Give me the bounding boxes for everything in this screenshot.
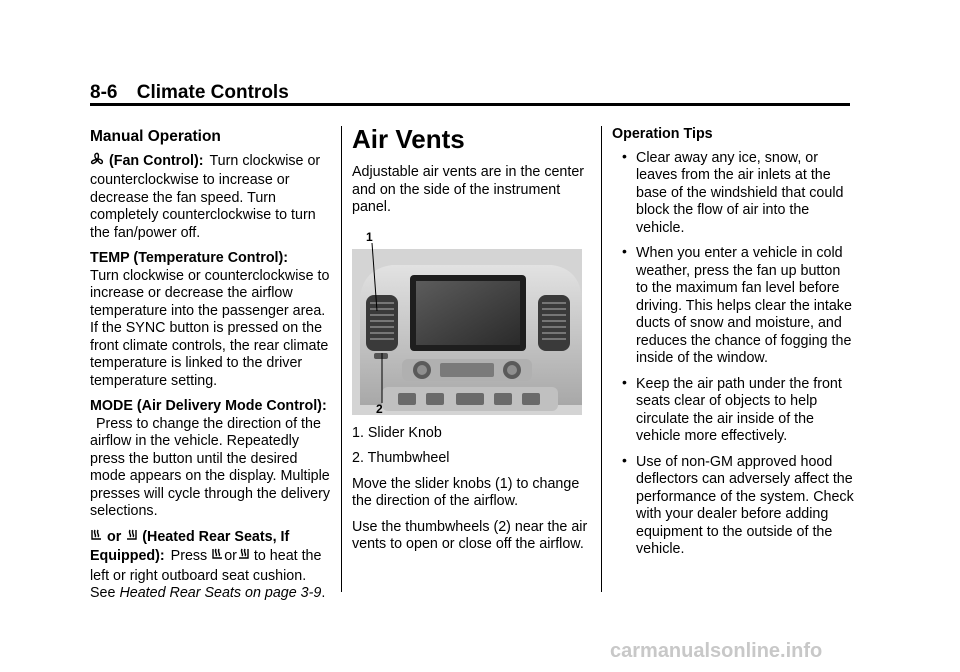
tips-list bbox=[612, 147, 854, 559]
heated-seats-label: (Heated Rear Seats, If Equipped): bbox=[90, 528, 290, 564]
bullet-icon: • bbox=[622, 373, 627, 390]
list-item bbox=[612, 147, 854, 238]
heated-seat-right-icon bbox=[125, 529, 138, 549]
fan-control-paragraph bbox=[90, 152, 330, 243]
heated-seat-right-icon bbox=[237, 548, 250, 568]
column-air-vents bbox=[352, 126, 594, 562]
list-item bbox=[612, 451, 854, 559]
bullet-icon: • bbox=[622, 451, 627, 468]
fan-icon bbox=[90, 152, 105, 173]
manual-operation-heading: Manual Operation bbox=[90, 128, 221, 145]
heated-seats-link[interactable]: Heated Rear Seats on page 3-9 bbox=[119, 585, 322, 601]
heated-seat-left-icon bbox=[90, 529, 103, 549]
slider-knob-paragraph: Move the slider knobs (1) to change the direction of the airflow. bbox=[352, 475, 580, 509]
mode-control-paragraph bbox=[90, 398, 330, 521]
tip-text: When you enter a vehicle in cold weather, press the fan up button to the maximum fan level before driving. This helps clear the intake ducts of snow and moisture, and reduces the chance of fogging the inside of the window. bbox=[636, 245, 852, 366]
column-operation-tips bbox=[612, 126, 854, 567]
legend-item: 1. Slider Knob bbox=[352, 424, 442, 441]
bullet-icon: • bbox=[622, 243, 627, 259]
heated-seat-left-icon bbox=[211, 548, 224, 568]
fan-control-label: (Fan Control): bbox=[108, 152, 204, 169]
page-number: 8-6 bbox=[90, 82, 118, 103]
watermark: carmanualsonline.info bbox=[610, 640, 823, 662]
callout-1-label: 1 bbox=[366, 229, 373, 244]
section-title: Climate Controls bbox=[136, 82, 289, 103]
seats-or-text: or bbox=[106, 528, 122, 545]
page-header bbox=[90, 82, 289, 104]
fan-control-text: Turn clockwise or counterclockwise to increase or decrease the fan speed. Turn completely counterclockwise to turn the fan/power off. bbox=[90, 152, 321, 241]
heated-seats-text: to heat the left or right outboard seat cushion. See bbox=[90, 548, 322, 601]
list-item bbox=[612, 373, 854, 446]
column-divider bbox=[341, 126, 342, 592]
seats-period: . bbox=[321, 585, 326, 601]
thumbwheel-paragraph: Use the thumbwheels (2) near the air vents to open or close off the airflow. bbox=[352, 518, 588, 552]
bullet-icon: • bbox=[622, 147, 627, 164]
legend-item: 2. Thumbwheel bbox=[352, 450, 450, 466]
mode-control-label: MODE (Air Delivery Mode Control): bbox=[90, 398, 327, 414]
temp-control-text: Turn clockwise or counterclockwise to increase or decrease the airflow temperature into the passenger area. If the SYNC button is pressed on the front climate controls, the rear climate temperature is linked to the driver temperature setting. bbox=[90, 267, 330, 389]
tip-text: Clear away any ice, snow, or leaves from the air inlets at the base of the windshield that could block the flow of air into the vehicle. bbox=[636, 149, 844, 236]
column-divider bbox=[601, 126, 602, 592]
temp-control-paragraph bbox=[90, 250, 330, 390]
air-vents-intro: Adjustable air vents are in the center and on the side of the instrument panel. bbox=[352, 164, 585, 215]
seats-press-text: Press bbox=[170, 548, 208, 564]
column-manual-operation bbox=[90, 126, 330, 611]
operation-tips-heading: Operation Tips bbox=[612, 126, 713, 142]
air-vents-illustration bbox=[352, 229, 582, 415]
heated-seats-paragraph bbox=[90, 529, 330, 603]
temp-control-label: TEMP (Temperature Control): bbox=[90, 250, 289, 266]
air-vents-heading: Air Vents bbox=[352, 124, 465, 154]
seats-or2-text: or bbox=[224, 548, 237, 564]
callout-2-label: 2 bbox=[376, 401, 383, 416]
mode-control-text: Press to change the direction of the airflow in the vehicle. Repeatedly press the button until the desired mode appears on the display. Multiple presses will cycle through the delivery selections. bbox=[90, 415, 330, 519]
header-rule bbox=[90, 103, 850, 106]
tip-text: Use of non-GM approved hood deflectors can adversely affect the performance of the system. Check with your dealer before adding equipment to the outside of the vehicle. bbox=[636, 453, 854, 557]
tip-text: Keep the air path under the front seats clear of objects to help circulate the air inside of the vehicle more effectively. bbox=[636, 375, 842, 444]
list-item bbox=[612, 245, 854, 368]
